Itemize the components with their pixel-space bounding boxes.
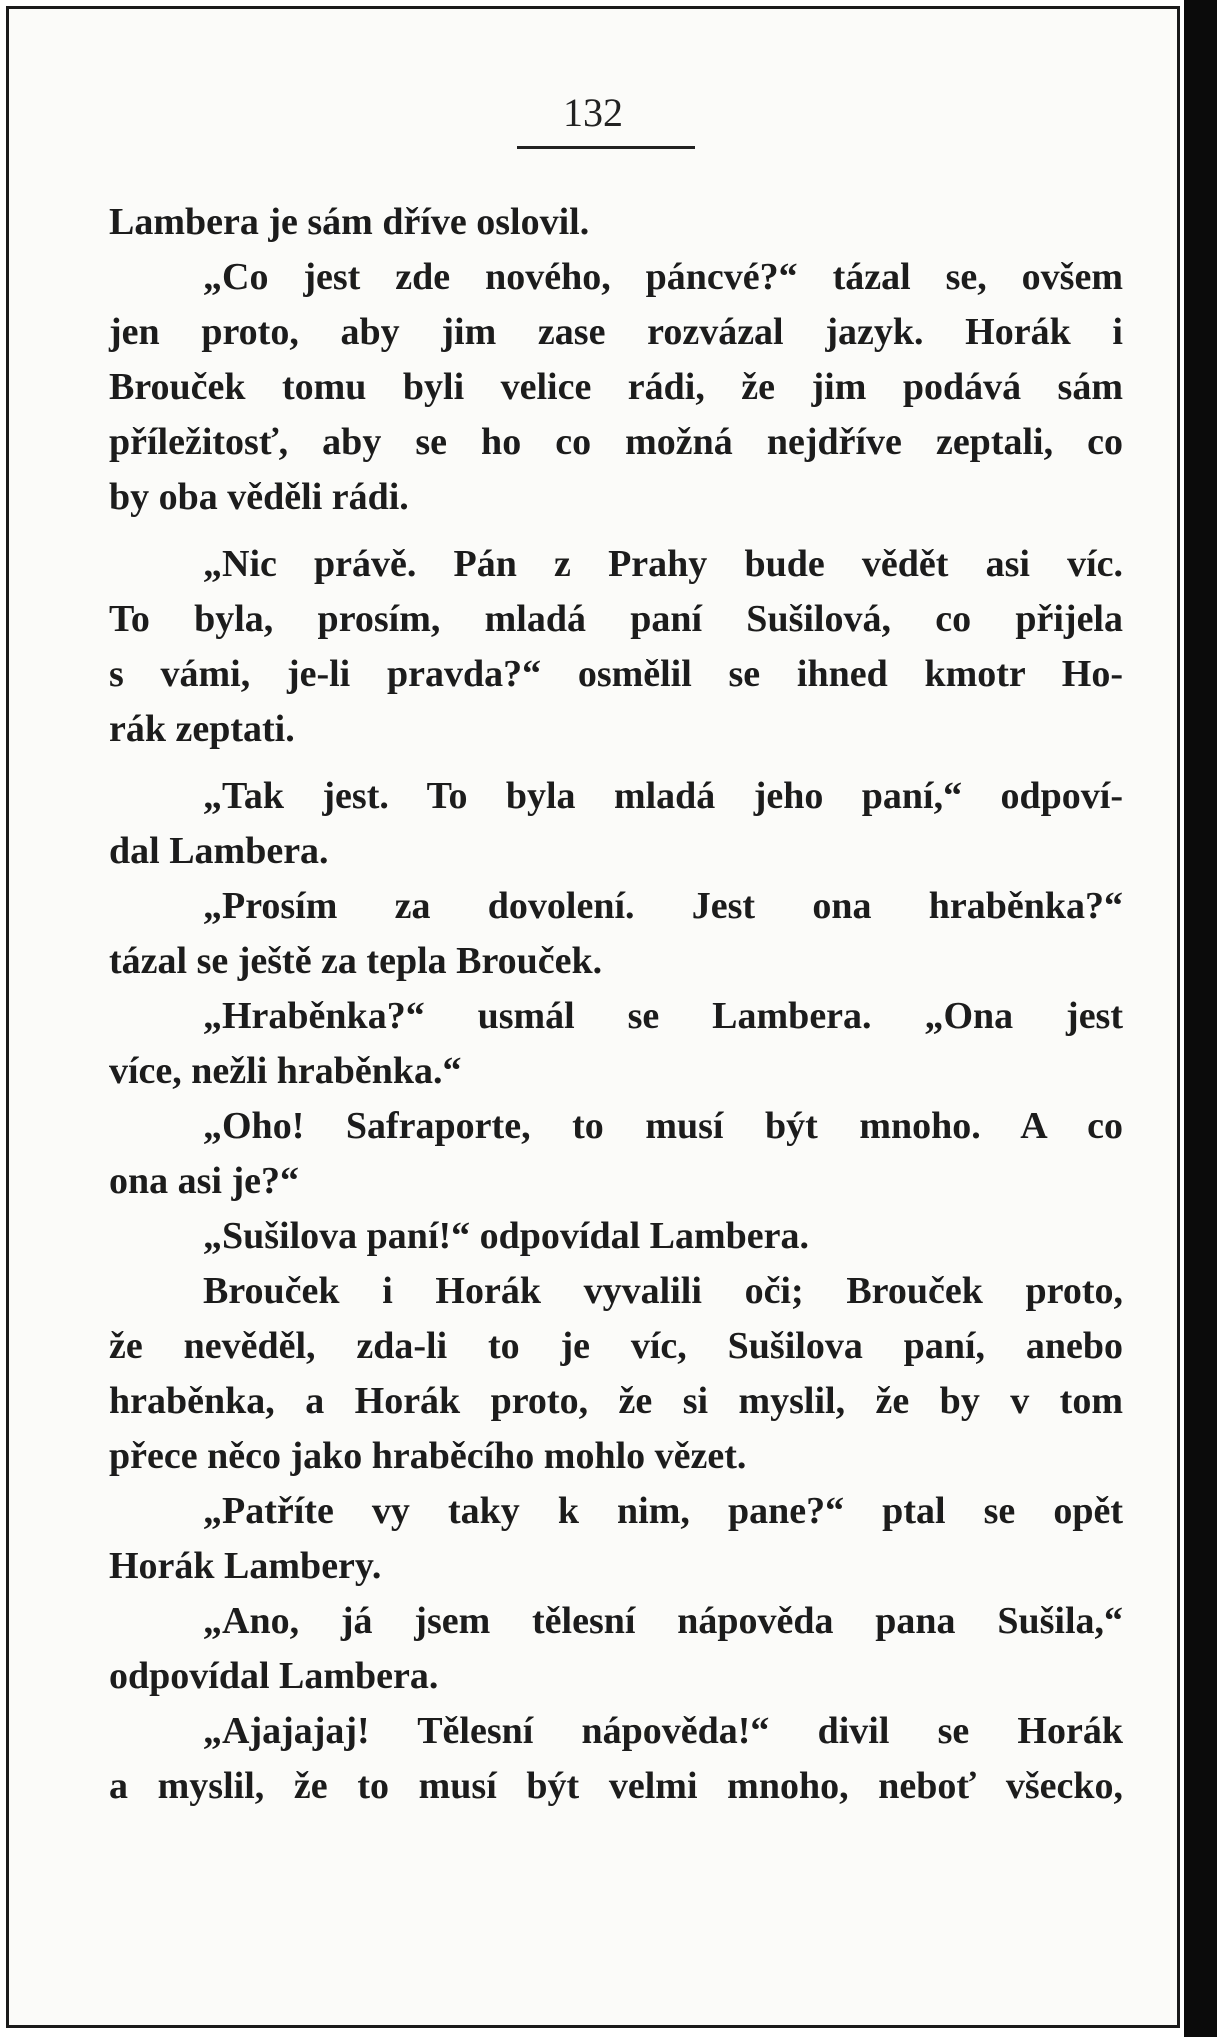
text-line: Brouček i Horák vyvalili oči; Brouček proto, <box>203 1270 1123 1312</box>
text-line: tázal se ještě za tepla Brouček. <box>109 940 603 982</box>
text-line: s vámi, je-li pravda?“ osmělil se ihned kmotr Ho- <box>109 653 1123 695</box>
text-line: rák zeptati. <box>109 708 295 750</box>
text-line: ona asi je?“ <box>109 1160 299 1202</box>
text-line: „Co jest zde nového, páncvé?“ tázal se, ovšem <box>203 256 1123 298</box>
text-line: Brouček tomu byli velice rádi, že jim podává sám <box>109 366 1123 408</box>
text-line: více, nežli hraběnka.“ <box>109 1050 462 1092</box>
text-line: „Oho! Safraporte, to musí být mnoho. A co <box>203 1105 1123 1147</box>
text-line: Horák Lambery. <box>109 1545 382 1587</box>
text-line: dal Lambera. <box>109 830 329 872</box>
text-line: že nevěděl, zda-li to je víc, Sušilova paní, anebo <box>109 1325 1123 1367</box>
text-line: „Patříte vy taky k nim, pane?“ ptal se opět <box>203 1490 1123 1532</box>
text-line: „Tak jest. To byla mladá jeho paní,“ odpoví- <box>203 775 1123 817</box>
text-line: To byla, prosím, mladá paní Sušilová, co přijela <box>109 598 1123 640</box>
text-line: „Prosím za dovolení. Jest ona hraběnka?“ <box>203 885 1123 927</box>
book-page <box>6 6 1180 2028</box>
body-text <box>109 195 1123 1814</box>
text-line: „Nic právě. Pán z Prahy bude vědět asi víc. <box>203 543 1123 585</box>
header-rule <box>517 146 695 149</box>
scan-edge <box>1184 0 1217 2037</box>
text-line: Lambera je sám dříve oslovil. <box>109 201 590 243</box>
page-number: 132 <box>563 90 623 135</box>
text-line: „Hraběnka?“ usmál se Lambera. „Ona jest <box>203 995 1123 1037</box>
text-line: a myslil, že to musí být velmi mnoho, neboť všecko, <box>109 1765 1123 1807</box>
text-line: odpovídal Lambera. <box>109 1655 439 1697</box>
text-line: příležitosť, aby se ho co možná nejdříve zeptali, co <box>109 421 1123 463</box>
text-line: „Sušilova paní!“ odpovídal Lambera. <box>203 1215 810 1257</box>
text-line: jen proto, aby jim zase rozvázal jazyk. Horák i <box>109 311 1123 353</box>
text-line: hraběnka, a Horák proto, že si myslil, že by v tom <box>109 1380 1123 1422</box>
text-line: „Ano, já jsem tělesní nápověda pana Sušila,“ <box>203 1600 1123 1642</box>
text-line: „Ajajajaj! Tělesní nápověda!“ divil se Horák <box>203 1710 1123 1752</box>
text-line: přece něco jako hraběcího mohlo vězet. <box>109 1435 747 1477</box>
text-line: by oba věděli rádi. <box>109 476 409 518</box>
